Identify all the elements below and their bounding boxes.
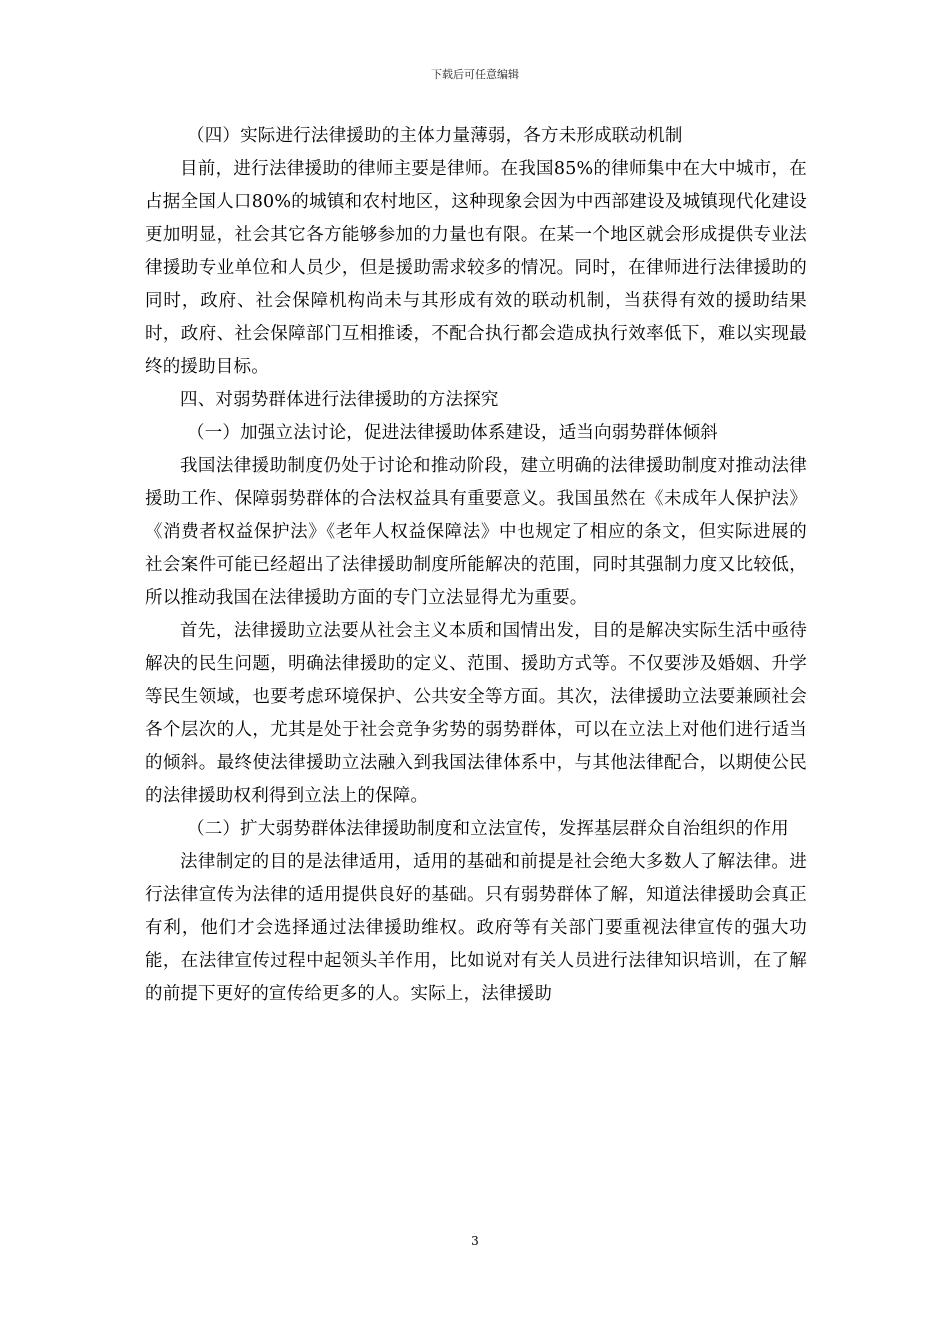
section-heading-4: （四）实际进行法律援助的主体力量薄弱，各方未形成联动机制 [187, 126, 683, 146]
paragraph: 首先，法律援助立法要从社会主义本质和国情出发，目的是解决实际生活中亟待解决的民生问题，明确法律援助的定义、范围、援助方式等。不仅要涉及婚姻、升学等民生领域，也要考虑环境保护、公共安全等方面。其次，法律援助立法要兼顾社会各个层次的人，尤其是处于社会竞争劣势的弱势群体，可以在立法上对他们进行适当的倾斜。最终使法律援助立法融入到我国法律体系中，与其他法律配合，以期使公民的法律援助权利得到立法上的保障。 [145, 621, 807, 806]
paragraph: 目前，进行法律援助的律师主要是律师。在我国85%的律师集中在大中城市，在占据全国人口80%的城镇和农村地区，这种现象会因为中西部建设及城镇现代化建设更加明显，社会其它各方能够参加的力量也有限。在某一个地区就会形成提供专业法律援助专业单位和人员少，但是援助需求较多的情况。同时，在律师进行法律援助的同时，政府、社会保障机构尚未与其形成有效的联动机制，当获得有效的援助结果时，政府、社会保障部门互相推诿，不配合执行都会造成执行效率低下，难以实现最终的援助目标。 [145, 159, 807, 377]
section-heading-2: （二）扩大弱势群体法律援助制度和立法宣传，发挥基层群众自治组织的作用 [187, 819, 789, 839]
paragraph: 我国法律援助制度仍处于讨论和推动阶段，建立明确的法律援助制度对推动法律援助工作、保障弱势群体的合法权益具有重要意义。我国虽然在《未成年人保护法》《消费者权益保护法》《老年人权益保障法》中也规定了相应的条文，但实际进展的社会案件可能已经超出了法律援助制度所能解决的范围，同时其强制力度又比较低，所以推动我国在法律援助方面的专门立法显得尤为重要。 [145, 456, 807, 608]
document-body [145, 120, 807, 1011]
section-heading-1: （一）加强立法讨论，促进法律援助体系建设，适当向弱势群体倾斜 [187, 423, 718, 443]
page-header-note: 下载后可任意编辑 [431, 68, 519, 81]
chapter-heading: 四、对弱势群体进行法律援助的方法探究 [180, 390, 499, 410]
page-number: 3 [471, 1234, 479, 1248]
paragraph: 法律制定的目的是法律适用，适用的基础和前提是社会绝大多数人了解法律。进行法律宣传为法律的适用提供良好的基础。只有弱势群体了解，知道法律援助会真正有利，他们才会选择通过法律援助维权。政府等有关部门要重视法律宣传的强大功能，在法律宣传过程中起领头羊作用，比如说对有关人员进行法律知识培训，在了解的前提下更好的宣传给更多的人。实际上，法律援助 [145, 852, 807, 1004]
